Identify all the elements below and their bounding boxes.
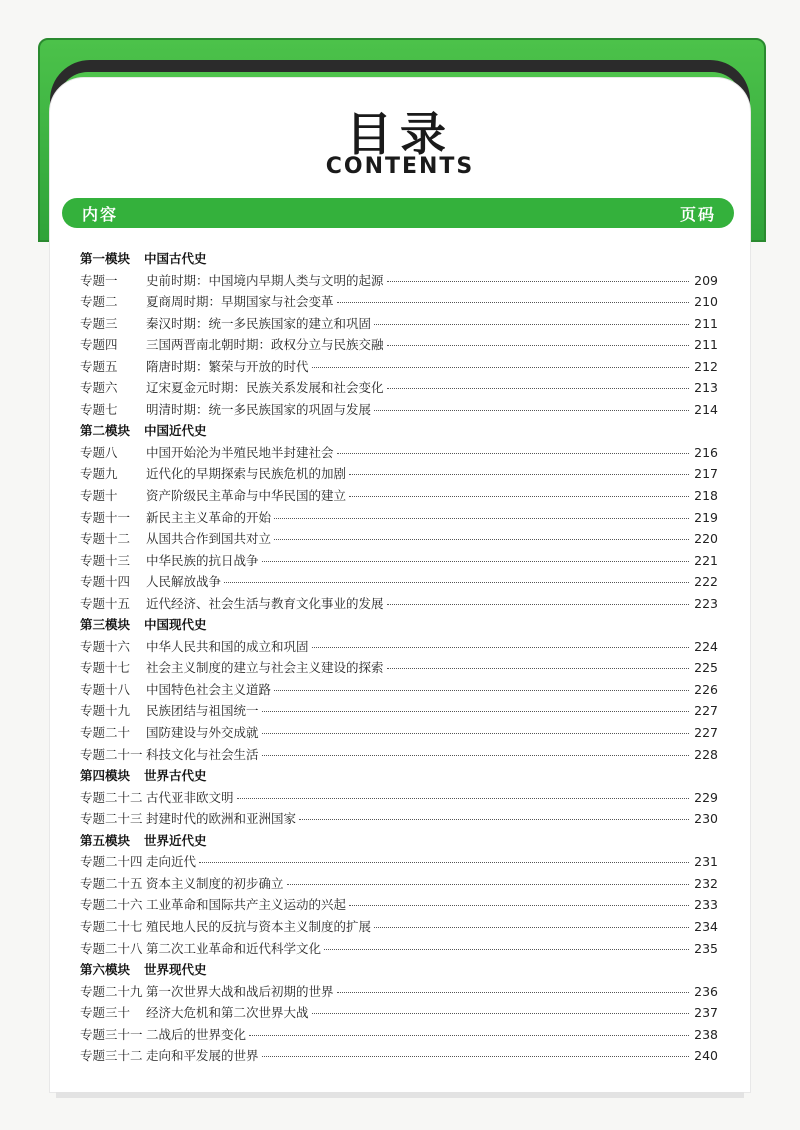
dot-leader <box>312 367 689 368</box>
module-heading <box>80 830 718 852</box>
toc-entry[interactable] <box>80 550 718 572</box>
topic-number: 专题十 <box>80 488 118 504</box>
toc-entry[interactable] <box>80 657 718 679</box>
dot-leader <box>199 862 689 863</box>
page-number: 229 <box>694 789 718 805</box>
topic-number: 专题十九 <box>80 703 131 719</box>
topic-number: 专题十六 <box>80 638 131 654</box>
topic-title: 中华人民共和国的成立和巩固 <box>146 638 309 654</box>
topic-title: 走向近代 <box>146 854 197 870</box>
module-number: 第一模块 <box>80 251 131 266</box>
topic-title: 近代化的早期探索与民族危机的加剧 <box>146 466 347 482</box>
module-heading <box>80 765 718 787</box>
topic-title: 中国特色社会主义道路 <box>146 681 272 697</box>
topic-number: 专题二十八 <box>80 940 143 956</box>
module-number: 第三模块 <box>80 617 131 633</box>
topic-title: 国防建设与外交成就 <box>146 725 259 741</box>
topic-number: 专题十一 <box>80 509 131 525</box>
topic-number: 专题二十五 <box>80 875 143 891</box>
toc-entry[interactable] <box>80 894 718 916</box>
module-number: 第六模块 <box>80 962 131 978</box>
page-number: 210 <box>694 294 718 310</box>
dot-leader <box>324 949 689 950</box>
topic-number: 专题六 <box>80 380 118 396</box>
dot-leader <box>249 1035 689 1036</box>
topic-number: 专题二十二 <box>80 789 143 805</box>
page-number: 211 <box>694 337 718 353</box>
topic-number: 专题七 <box>80 401 118 417</box>
toc-entry[interactable] <box>80 722 718 744</box>
toc-entry[interactable] <box>80 1002 718 1024</box>
toc-entry[interactable] <box>80 463 718 485</box>
page-number: 232 <box>694 875 718 891</box>
dot-leader <box>262 711 689 712</box>
page-number: 209 <box>694 272 718 288</box>
toc-entry[interactable] <box>80 808 718 830</box>
topic-number: 专题三 <box>80 315 118 331</box>
topic-title: 资产阶级民主革命与中华民国的建立 <box>146 488 347 504</box>
topic-title: 资本主义制度的初步确立 <box>146 875 284 891</box>
module-name: 中国古代史 <box>144 251 207 266</box>
toc-entry[interactable] <box>80 873 718 895</box>
toc-entry[interactable] <box>80 679 718 701</box>
topic-title: 社会主义制度的建立与社会主义建设的探索 <box>146 660 384 676</box>
toc-entry[interactable] <box>80 442 718 464</box>
module-name: 中国近代史 <box>144 423 207 439</box>
toc-entry[interactable] <box>80 356 718 378</box>
dot-leader <box>237 798 689 799</box>
dot-leader <box>312 1013 689 1014</box>
dot-leader <box>312 647 689 648</box>
page-number: 227 <box>694 725 718 741</box>
page-number: 223 <box>694 595 718 611</box>
page-number: 234 <box>694 918 718 934</box>
topic-number: 专题十五 <box>80 595 131 611</box>
dot-leader <box>387 388 689 389</box>
module-number: 第四模块 <box>80 768 131 784</box>
toc-entry[interactable] <box>80 593 718 615</box>
page-number: 235 <box>694 940 718 956</box>
module-heading <box>80 420 718 442</box>
module-name: 世界古代史 <box>144 768 207 784</box>
topic-number: 专题二 <box>80 294 118 310</box>
topic-title: 经济大危机和第二次世界大战 <box>146 1005 309 1021</box>
dot-leader <box>349 474 689 475</box>
toc-entry[interactable] <box>80 528 718 550</box>
dot-leader <box>299 819 689 820</box>
topic-title: 人民解放战争 <box>146 574 222 590</box>
topic-number: 专题三十 <box>80 1005 131 1021</box>
page-number: 213 <box>694 380 718 396</box>
page-number: 233 <box>694 897 718 913</box>
page-number: 212 <box>694 358 718 374</box>
toc-entry[interactable] <box>80 787 718 809</box>
page-number: 216 <box>694 444 718 460</box>
topic-number: 专题二十九 <box>80 983 143 999</box>
topic-number: 专题四 <box>80 337 118 353</box>
toc-entry[interactable] <box>80 399 718 421</box>
dot-leader <box>349 905 689 906</box>
toc-entry[interactable] <box>80 916 718 938</box>
page-number: 214 <box>694 401 718 417</box>
toc-entry[interactable] <box>80 700 718 722</box>
page-number: 225 <box>694 660 718 676</box>
dot-leader <box>337 453 689 454</box>
toc-entry[interactable] <box>80 377 718 399</box>
topic-title: 秦汉时期：统一多民族国家的建立和巩固 <box>146 315 372 331</box>
dot-leader <box>337 302 689 303</box>
topic-title: 三国两晋南北朝时期：政权分立与民族交融 <box>146 337 384 353</box>
dot-leader <box>337 992 689 993</box>
topic-number: 专题九 <box>80 466 118 482</box>
page-number: 240 <box>694 1048 718 1064</box>
toc-entry[interactable] <box>80 485 718 507</box>
toc-entry[interactable] <box>80 744 718 766</box>
dot-leader <box>262 561 689 562</box>
page-number: 230 <box>694 811 718 827</box>
topic-number: 专题二十一 <box>80 746 143 762</box>
topic-title: 夏商周时期：早期国家与社会变革 <box>146 294 334 310</box>
module-heading <box>80 959 718 981</box>
toc-entry[interactable] <box>80 1024 718 1046</box>
dot-leader <box>274 518 689 519</box>
column-header-content: 内容 <box>82 205 119 224</box>
module-name: 中国现代史 <box>144 617 207 633</box>
module-heading <box>80 614 718 636</box>
page-title: 目录 <box>346 107 454 161</box>
toc-entry[interactable] <box>80 291 718 313</box>
page-number: 217 <box>694 466 718 482</box>
topic-title: 封建时代的欧洲和亚洲国家 <box>146 811 297 827</box>
topic-title: 近代经济、社会生活与教育文化事业的发展 <box>146 595 384 611</box>
module-name: 世界近代史 <box>144 832 207 848</box>
topic-number: 专题三十一 <box>80 1026 143 1042</box>
topic-number: 专题八 <box>80 444 118 460</box>
topic-number: 专题二十四 <box>80 854 143 870</box>
topic-number: 专题十二 <box>80 531 131 547</box>
topic-title: 新民主主义革命的开始 <box>146 509 272 525</box>
page-number: 219 <box>694 509 718 525</box>
topic-number: 专题二十六 <box>80 897 143 913</box>
dot-leader <box>224 582 689 583</box>
page-number: 221 <box>694 552 718 568</box>
page-number: 218 <box>694 488 718 504</box>
dot-leader <box>349 496 689 497</box>
toc-entry[interactable] <box>80 270 718 292</box>
dot-leader <box>387 668 689 669</box>
column-header-page: 页码 <box>679 205 716 224</box>
page-number: 220 <box>694 531 718 547</box>
dot-leader <box>262 733 689 734</box>
topic-number: 专题二十 <box>80 725 131 741</box>
page-number: 231 <box>694 854 718 870</box>
toc-entry[interactable] <box>80 313 718 335</box>
page-number: 211 <box>694 315 718 331</box>
topic-number: 专题十八 <box>80 681 131 697</box>
dot-leader <box>387 345 689 346</box>
dot-leader <box>262 1056 689 1057</box>
dot-leader <box>274 690 689 691</box>
module-number: 第五模块 <box>80 832 131 848</box>
topic-number: 专题二十三 <box>80 811 143 827</box>
toc-entry[interactable] <box>80 571 718 593</box>
page-bottom-edge <box>56 1092 744 1098</box>
topic-title: 从国共合作到国共对立 <box>146 531 272 547</box>
dot-leader <box>387 604 689 605</box>
dot-leader <box>374 410 689 411</box>
toc-entry[interactable] <box>80 1045 718 1067</box>
topic-title: 殖民地人民的反抗与资本主义制度的扩展 <box>146 918 372 934</box>
page-number: 238 <box>694 1026 718 1042</box>
topic-number: 专题十四 <box>80 574 131 590</box>
topic-number: 专题三十二 <box>80 1048 143 1064</box>
toc-entry[interactable] <box>80 851 718 873</box>
topic-title: 中国开始沦为半殖民地半封建社会 <box>146 444 334 460</box>
page-number: 224 <box>694 638 718 654</box>
topic-title: 第二次工业革命和近代科学文化 <box>146 940 322 956</box>
dot-leader <box>274 539 689 540</box>
topic-number: 专题二十七 <box>80 918 143 934</box>
page-number: 226 <box>694 681 718 697</box>
topic-title: 科技文化与社会生活 <box>146 746 259 762</box>
dot-leader <box>287 884 689 885</box>
dot-leader <box>387 281 689 282</box>
module-name: 世界现代史 <box>144 962 207 978</box>
page-number: 228 <box>694 746 718 762</box>
toc-entry[interactable] <box>80 981 718 1003</box>
topic-number: 专题十七 <box>80 660 131 676</box>
topic-title: 中华民族的抗日战争 <box>146 552 259 568</box>
dot-leader <box>262 755 689 756</box>
topic-title: 工业革命和国际共产主义运动的兴起 <box>146 897 347 913</box>
topic-title: 辽宋夏金元时期：民族关系发展和社会变化 <box>146 380 384 396</box>
topic-title: 民族团结与祖国统一 <box>146 703 259 719</box>
topic-number: 专题一 <box>80 272 118 288</box>
module-heading <box>80 248 718 270</box>
page-number: 227 <box>694 703 718 719</box>
column-header-band <box>62 198 734 228</box>
topic-title: 史前时期：中国境内早期人类与文明的起源 <box>146 272 384 288</box>
topic-title: 二战后的世界变化 <box>146 1026 247 1042</box>
topic-title: 第一次世界大战和战后初期的世界 <box>146 983 334 999</box>
page-subtitle: CONTENTS <box>325 154 475 179</box>
topic-number: 专题十三 <box>80 552 131 568</box>
topic-title: 隋唐时期：繁荣与开放的时代 <box>146 358 309 374</box>
dot-leader <box>374 927 689 928</box>
toc-entry[interactable] <box>80 507 718 529</box>
toc-entry[interactable] <box>80 636 718 658</box>
page-number: 236 <box>694 983 718 999</box>
topic-title: 明清时期：统一多民族国家的巩固与发展 <box>146 401 372 417</box>
page-number: 237 <box>694 1005 718 1021</box>
module-number: 第二模块 <box>80 423 131 439</box>
toc-entry[interactable] <box>80 938 718 960</box>
table-of-contents <box>80 248 718 1067</box>
topic-number: 专题五 <box>80 358 118 374</box>
page-number: 222 <box>694 574 718 590</box>
toc-entry[interactable] <box>80 334 718 356</box>
dot-leader <box>374 324 689 325</box>
topic-title: 古代亚非欧文明 <box>146 789 234 805</box>
topic-title: 走向和平发展的世界 <box>146 1048 259 1064</box>
